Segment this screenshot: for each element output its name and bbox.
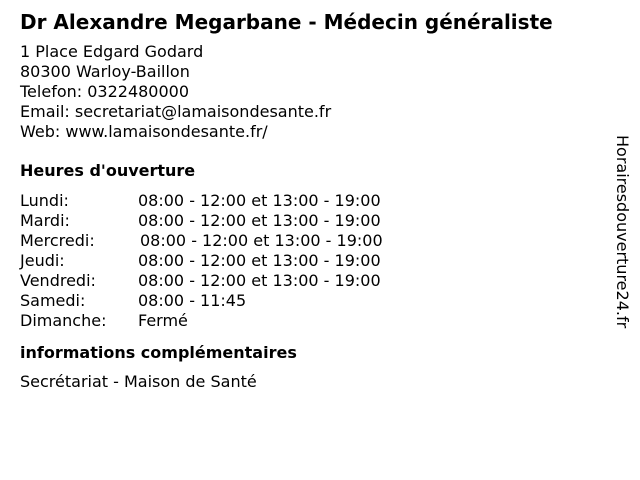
website-address: Web: www.lamaisondesante.fr/ xyxy=(20,122,268,141)
opening-hours-title: Heures d'ouverture xyxy=(20,161,196,180)
page-title: Dr Alexandre Megarbane - Médecin généraliste xyxy=(20,10,553,34)
day-label: Vendredi: xyxy=(20,271,96,290)
hours-row-monday xyxy=(20,191,600,211)
day-label: Mercredi: xyxy=(20,231,95,250)
hours-row-tuesday xyxy=(20,211,600,231)
time-range: 08:00 - 12:00 et 13:00 - 19:00 xyxy=(138,191,381,210)
hours-row-thursday xyxy=(20,251,600,271)
day-label: Mardi: xyxy=(20,211,70,230)
site-watermark: Horairesdouverture24.fr xyxy=(613,135,632,329)
additional-info-text: Secrétariat - Maison de Santé xyxy=(20,372,257,391)
email-address: Email: secretariat@lamaisondesante.fr xyxy=(20,102,332,121)
time-range: 08:00 - 11:45 xyxy=(138,291,247,310)
hours-row-friday xyxy=(20,271,600,291)
time-range: 08:00 - 12:00 et 13:00 - 19:00 xyxy=(138,251,381,270)
street-address: 1 Place Edgard Godard xyxy=(20,42,204,61)
practice-card xyxy=(20,8,600,392)
time-range: 08:00 - 12:00 et 13:00 - 19:00 xyxy=(138,271,381,290)
time-range: 08:00 - 12:00 et 13:00 - 19:00 xyxy=(138,211,381,230)
hours-row-saturday xyxy=(20,291,600,311)
opening-hours-list xyxy=(20,191,600,331)
day-label: Lundi: xyxy=(20,191,69,210)
hours-row-wednesday xyxy=(20,231,600,251)
phone-number: Telefon: 0322480000 xyxy=(20,82,190,101)
additional-info-title: informations complémentaires xyxy=(20,343,297,362)
day-label: Dimanche: xyxy=(20,311,107,330)
city-address: 80300 Warloy-Baillon xyxy=(20,62,190,81)
day-label: Samedi: xyxy=(20,291,86,310)
time-range: 08:00 - 12:00 et 13:00 - 19:00 xyxy=(140,231,383,250)
hours-row-sunday xyxy=(20,311,600,331)
time-range: Fermé xyxy=(138,311,188,330)
address-block xyxy=(20,42,600,142)
day-label: Jeudi: xyxy=(20,251,65,270)
